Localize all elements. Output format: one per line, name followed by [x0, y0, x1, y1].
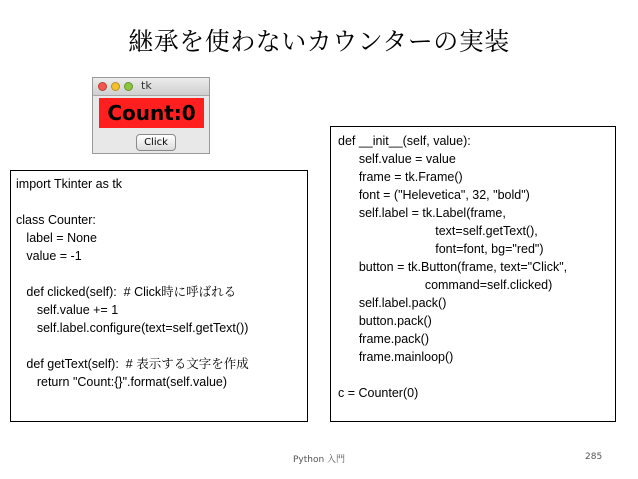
code-line: command=self.clicked) [338, 278, 553, 292]
count-label: Count:0 [99, 98, 204, 128]
code-block-class-counter [10, 170, 308, 422]
code-line [16, 265, 307, 283]
minimize-icon[interactable] [111, 82, 120, 91]
code-line: def clicked(self): # Click時に呼ばれる [16, 285, 237, 299]
code-line: self.label = tk.Label(frame, [338, 206, 506, 220]
slide-title: 継承を使わないカウンターの実装 [128, 27, 510, 56]
code-line: return "Count:{}".format(self.value) [16, 375, 228, 389]
code-line: value = -1 [16, 249, 82, 263]
code-line: self.value += 1 [16, 303, 119, 317]
code-line [338, 366, 615, 384]
tk-window-title: tk [141, 79, 152, 92]
page-number: 285 [585, 452, 603, 462]
code-line: self.label.pack() [338, 296, 447, 310]
code-line [16, 193, 307, 211]
code-line: font=font, bg="red") [338, 242, 544, 256]
code-line: label = None [16, 231, 97, 245]
tk-window [92, 77, 210, 154]
code-line [16, 337, 307, 355]
code-line: frame.mainloop() [338, 350, 454, 364]
close-icon[interactable] [98, 82, 107, 91]
code-block-init [330, 126, 616, 422]
code-line: button.pack() [338, 314, 432, 328]
code-line: self.label.configure(text=self.getText()) [16, 321, 249, 335]
code-line: class Counter: [16, 213, 96, 227]
code-line: frame.pack() [338, 332, 429, 346]
code-line: def getText(self): # 表示する文字を作成 [16, 357, 249, 371]
code-line: c = Counter(0) [338, 386, 419, 400]
code-line: import Tkinter as tk [16, 177, 123, 191]
click-button[interactable]: Click [136, 134, 176, 151]
code-line: font = ("Helevetica", 32, "bold") [338, 188, 530, 202]
code-line: button = tk.Button(frame, text="Click", [338, 260, 568, 274]
code-line: self.value = value [338, 152, 456, 166]
slide-footer: Python 入門 [292, 455, 346, 465]
tk-titlebar [93, 78, 209, 96]
code-line: def __init__(self, value): [338, 134, 471, 148]
code-line: frame = tk.Frame() [338, 170, 463, 184]
zoom-icon[interactable] [124, 82, 133, 91]
code-line: text=self.getText(), [338, 224, 538, 238]
